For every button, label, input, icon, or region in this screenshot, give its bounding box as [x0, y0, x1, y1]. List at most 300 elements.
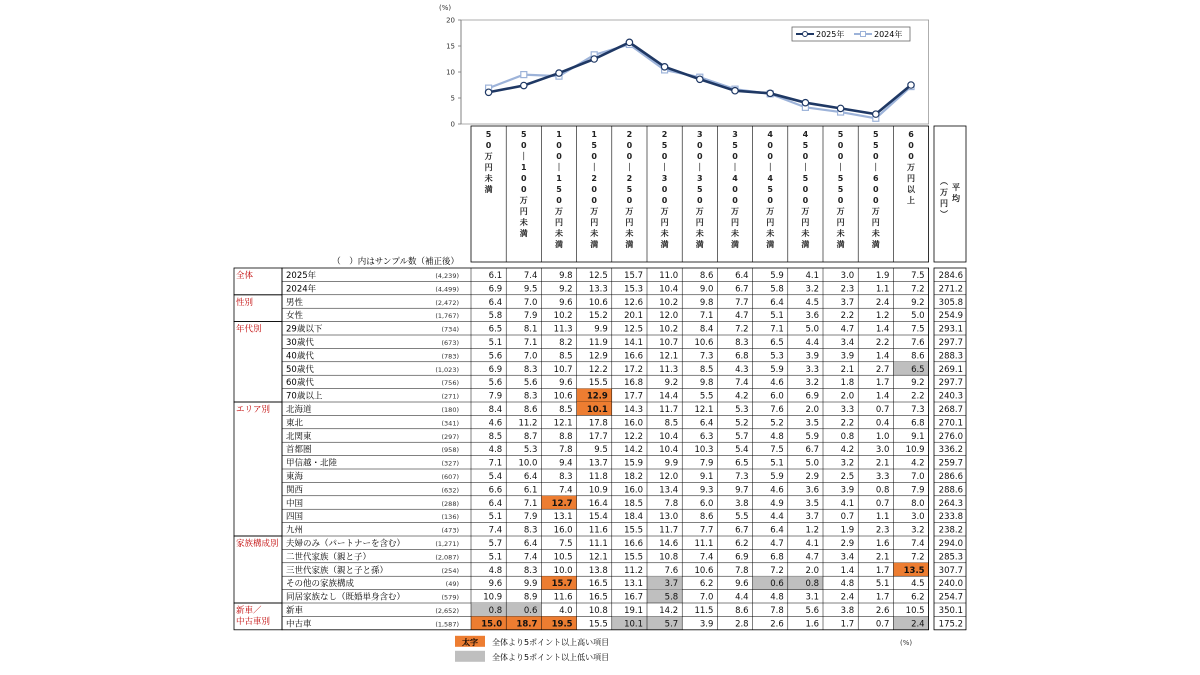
table-cell: 2.0	[805, 405, 819, 415]
table-cell: 7.1	[699, 311, 714, 322]
group-label: 性別	[236, 297, 254, 308]
table-cell: 4.8	[770, 592, 784, 603]
table-cell: 1.7	[875, 592, 890, 603]
header-char: 万	[555, 207, 563, 216]
table-cell: 5.9	[770, 364, 784, 375]
table-cell: 9.2	[911, 297, 925, 308]
table-cell: 18.5	[624, 498, 643, 509]
table-cell: 9.2	[559, 284, 573, 295]
table-cell: 16.0	[624, 485, 643, 496]
header-char: 万	[625, 207, 634, 216]
header-char: 円	[555, 218, 563, 227]
table-cell: 13.1	[624, 579, 643, 590]
table-cell: 3.8	[735, 498, 749, 509]
header-char: 未	[836, 229, 845, 238]
header-char: 5	[485, 130, 492, 139]
table-cell: 10.9	[588, 485, 608, 496]
row-sample-size: (756)	[441, 379, 459, 388]
table-cell: 5.6	[523, 378, 538, 389]
row-label: 東北	[286, 418, 304, 429]
table-cell: 16.0	[553, 525, 573, 536]
table-cell: 6.4	[488, 297, 503, 308]
table-cell: 5.0	[911, 311, 925, 322]
table-cell: 5.1	[875, 579, 890, 590]
low-note: 全体より5ポイント以上低い項目	[492, 652, 610, 662]
table-cell: 7.1	[770, 324, 784, 335]
header-char: 5	[837, 174, 844, 183]
header-char: 円	[801, 218, 810, 227]
avg-cell: 269.1	[938, 364, 963, 375]
header-char: 4	[767, 130, 773, 139]
header-char: 円	[695, 218, 704, 227]
header-char: 0	[767, 141, 773, 150]
table-cell: 2.4	[840, 592, 855, 603]
header-char: 円	[625, 218, 634, 227]
table-cell: 8.6	[735, 606, 749, 616]
table-cell: 18.2	[624, 472, 643, 482]
category-headers	[471, 126, 966, 262]
table-cell: 10.3	[694, 445, 714, 456]
table-cell: 5.1	[488, 512, 503, 523]
table-cell: 11.3	[659, 364, 679, 375]
table-cell: 7.8	[664, 498, 679, 509]
table-cell: 8.3	[559, 472, 573, 482]
header-char: ｜	[766, 163, 775, 172]
header-char: 5	[873, 130, 879, 139]
table-cell: 8.2	[559, 338, 573, 348]
table-cell: 9.1	[911, 431, 925, 442]
avg-header-char: ︶	[940, 210, 948, 219]
row-label: 29歳以下	[286, 324, 323, 335]
row-sample-size: (2,087)	[435, 553, 459, 562]
table-cell: 9.8	[559, 271, 573, 281]
table-cell: 6.2	[911, 592, 925, 603]
table-cell: 10.1	[624, 619, 643, 630]
table-cell: 15.9	[624, 458, 643, 469]
header-char: 5	[626, 185, 633, 194]
row-sample-size: (783)	[441, 352, 459, 361]
header-char: ｜	[590, 163, 599, 172]
table-cell: 5.3	[770, 351, 784, 362]
avg-cell: 297.7	[938, 378, 963, 389]
table-cell: 8.3	[523, 525, 538, 536]
table-cell: 13.8	[588, 565, 608, 576]
table-cell: 16.5	[588, 592, 608, 603]
row-sample-size: (1,271)	[435, 540, 459, 548]
table-cell: 1.6	[875, 539, 890, 549]
table-cell: 6.5	[488, 324, 503, 335]
header-char: 円	[907, 174, 915, 183]
table-cell: 10.4	[659, 431, 679, 442]
table-cell: 9.2	[664, 378, 679, 389]
header-char: ｜	[836, 163, 845, 172]
table-cell: 4.4	[735, 592, 749, 603]
row-label: 二世代家族（親と子）	[286, 552, 372, 563]
table-cell: 20.1	[624, 311, 643, 322]
header-char: ｜	[625, 163, 634, 172]
header-char: ｜	[695, 163, 704, 172]
header-char: 5	[732, 141, 738, 150]
header-char: 満	[484, 185, 493, 194]
row-sample-size: (2,652)	[435, 607, 459, 615]
table-cell: 2.1	[875, 552, 890, 563]
table-cell: 4.9	[770, 498, 784, 509]
table-cell: 16.0	[624, 418, 643, 429]
table-cell: 8.3	[735, 338, 749, 348]
avg-cell: 276.0	[938, 431, 963, 442]
header-char: 円	[484, 163, 493, 172]
group-label: 全体	[236, 271, 254, 281]
table-cell: 1.9	[875, 271, 890, 281]
table-cell: 0.6	[770, 579, 784, 590]
header-char: 5	[837, 185, 844, 194]
row-sample-size: (607)	[441, 473, 459, 481]
header-char: 未	[871, 229, 880, 238]
table-cell: 6.3	[699, 431, 714, 442]
table-cell: 18.4	[624, 512, 643, 523]
avg-header-char: 円	[940, 199, 948, 208]
table-cell: 0.8	[875, 485, 890, 496]
table-cell: 1.4	[875, 324, 890, 335]
table-cell: 8.6	[911, 351, 925, 362]
table-cell: 4.0	[559, 606, 573, 616]
header-char: 円	[836, 218, 845, 227]
point-2025	[661, 64, 667, 70]
row-sample-size: (734)	[441, 325, 459, 334]
legend-label: 2024年	[874, 30, 903, 39]
table-cell: 4.7	[840, 324, 855, 335]
header-char: 0	[661, 196, 668, 205]
row-label: 2024年	[286, 284, 317, 295]
header-char: 未	[519, 218, 528, 227]
row-sample-size: (1,767)	[435, 312, 459, 321]
table-cell: 8.5	[559, 351, 573, 362]
header-char: 満	[555, 240, 563, 249]
table-cell: 6.1	[523, 485, 538, 496]
table-cell: 2.4	[911, 619, 925, 630]
row-label: 女性	[286, 311, 304, 322]
header-char: 万	[590, 207, 599, 216]
table-cell: 9.7	[735, 485, 749, 496]
table-cell: 4.7	[770, 539, 784, 549]
table-cell: 5.1	[770, 311, 784, 322]
row-sample-size: (254)	[441, 566, 459, 575]
table-cell: 5.4	[488, 472, 503, 482]
table-cell: 7.2	[911, 552, 925, 563]
legend-marker	[803, 32, 808, 37]
avg-cell: 307.7	[938, 565, 963, 576]
table-cell: 4.5	[911, 579, 925, 590]
table-cell: 7.5	[770, 445, 784, 456]
table-cell: 16.5	[588, 579, 608, 590]
header-char: 未	[801, 229, 810, 238]
table-cell: 12.0	[659, 311, 679, 322]
header-char: 0	[873, 185, 879, 194]
table-cell: 17.2	[624, 364, 643, 375]
table-cell: 5.1	[770, 458, 784, 469]
table-cell: 5.5	[699, 391, 714, 402]
table-cell: 2.1	[875, 458, 890, 469]
table-cell: 18.7	[516, 619, 538, 630]
header-char: 2	[661, 130, 668, 139]
table-cell: 14.1	[624, 338, 643, 348]
header-char: 5	[802, 141, 809, 150]
table-cell: 13.1	[553, 512, 573, 523]
table-cell: 3.2	[840, 458, 855, 469]
table-cell: 7.4	[735, 378, 749, 389]
header-char: 0	[661, 152, 668, 161]
table-cell: 12.9	[588, 351, 608, 362]
header-char: 1	[521, 163, 527, 172]
high-badge-text: 太字	[462, 637, 478, 647]
table-cell: 16.6	[624, 351, 643, 362]
table-cell: 14.4	[659, 391, 679, 402]
table-cell: 12.0	[659, 472, 679, 482]
header-char: 円	[590, 218, 599, 227]
table-cell: 3.8	[840, 606, 855, 616]
table-cell: 10.2	[553, 311, 573, 322]
header-char: 5	[521, 130, 527, 139]
table-cell: 3.2	[911, 525, 925, 536]
table-cell: 3.4	[840, 338, 855, 348]
table-cell: 10.0	[518, 458, 538, 469]
avg-cell: 175.2	[938, 619, 963, 630]
table-cell: 1.2	[805, 525, 819, 536]
table-cell: 7.3	[911, 405, 925, 415]
table-cell: 12.6	[624, 297, 643, 308]
group-label: エリア別	[236, 405, 271, 415]
table-cell: 7.6	[664, 565, 679, 576]
row-label: 首都圏	[286, 445, 312, 456]
group-label: 年代別	[236, 324, 262, 335]
header-char: 0	[556, 152, 562, 161]
table-cell: 3.7	[840, 297, 855, 308]
header-char: 0	[521, 185, 527, 194]
header-char: 5	[591, 141, 597, 150]
row-label: 2025年	[286, 271, 317, 281]
table-cell: 5.8	[770, 284, 784, 295]
table-cell: 14.6	[659, 539, 679, 549]
point-2025	[908, 82, 914, 88]
header-char: 0	[732, 196, 738, 205]
table-cell: 6.9	[488, 364, 503, 375]
table-cell: 8.5	[699, 364, 714, 375]
header-char: 3	[661, 174, 668, 183]
header-char: 1	[556, 174, 562, 183]
table-cell: 1.7	[840, 619, 855, 630]
table-cell: 4.8	[488, 445, 503, 456]
table-cell: 3.5	[805, 498, 819, 509]
avg-cell: 271.2	[938, 284, 963, 295]
row-label: その他の家族構成	[286, 579, 355, 590]
table-cell: 3.6	[805, 485, 819, 496]
header-char: 0	[908, 141, 914, 150]
avg-header-char: 平	[952, 183, 960, 192]
table-cell: 7.0	[523, 351, 538, 362]
table-cell: 0.7	[875, 498, 890, 509]
table-cell: 7.2	[735, 324, 749, 335]
sample-note: （ ）内はサンプル数（補正後）	[332, 257, 459, 267]
table-cell: 5.6	[488, 351, 503, 362]
table-cell: 4.8	[488, 565, 503, 576]
table-cell: 15.5	[624, 525, 643, 536]
table-cell: 9.9	[664, 458, 679, 469]
table-cell: 5.1	[488, 338, 503, 348]
table-cell: 10.6	[694, 565, 714, 576]
table-cell: 6.4	[488, 498, 503, 509]
row-label: 北海道	[286, 405, 312, 415]
avg-cell: 233.8	[938, 512, 963, 523]
table-cell: 5.5	[735, 512, 749, 523]
table-cell: 3.3	[805, 364, 819, 375]
table-cell: 5.7	[488, 539, 503, 549]
point-2024	[521, 72, 527, 78]
group-label: 中古車別	[236, 617, 271, 627]
row-label: 70歳以上	[286, 391, 323, 402]
header-char: 満	[519, 229, 528, 238]
table-cell: 6.7	[805, 445, 819, 456]
row-sample-size: (271)	[441, 392, 459, 401]
table-cell: 7.3	[735, 472, 749, 482]
table-cell: 2.3	[840, 284, 855, 295]
header-char: 0	[873, 152, 879, 161]
avg-cell: 336.2	[938, 445, 963, 456]
table-cell: 7.9	[911, 485, 925, 496]
table-cell: 9.6	[488, 579, 503, 590]
row-label: 50歳代	[286, 364, 314, 375]
row-sample-size: (4,499)	[435, 285, 459, 294]
table-cell: 15.0	[481, 619, 503, 630]
y-unit-label: (%)	[439, 4, 452, 12]
header-char: 満	[766, 240, 775, 249]
table-cell: 11.6	[553, 592, 573, 603]
table-cell: 5.8	[488, 311, 503, 322]
point-2025	[626, 39, 632, 45]
table-cell: 9.9	[594, 324, 608, 335]
table-cell: 11.5	[694, 606, 714, 616]
header-char: 5	[802, 174, 809, 183]
avg-header-char: 万	[940, 188, 948, 197]
table-cell: 6.4	[735, 271, 749, 281]
table-cell: 6.2	[699, 579, 714, 590]
table-cell: 9.5	[523, 284, 538, 295]
table-cell: 2.8	[735, 619, 749, 630]
table-cell: 4.7	[735, 311, 749, 322]
table-cell: 7.0	[523, 297, 538, 308]
table-cell: 1.1	[875, 284, 890, 295]
header-char: 3	[732, 130, 738, 139]
table-cell: 10.4	[659, 445, 679, 456]
table-cell: 6.0	[770, 391, 784, 402]
table-cell: 14.2	[659, 606, 679, 616]
header-char: 円	[871, 218, 880, 227]
y-tick-label: 10	[446, 68, 455, 77]
header-char: 5	[873, 141, 879, 150]
point-2025	[556, 70, 562, 76]
table-cell: 8.4	[699, 324, 714, 335]
avg-cell: 259.7	[938, 458, 963, 469]
row-label: 関西	[286, 485, 304, 496]
table-cell: 12.2	[588, 364, 608, 375]
header-char: 円	[519, 207, 528, 216]
table-cell: 5.3	[523, 445, 538, 456]
point-2025	[767, 90, 773, 96]
avg-cell: 240.0	[938, 579, 963, 590]
header-char: 満	[801, 240, 810, 249]
row-sample-size: (1,023)	[435, 365, 459, 374]
table-cell: 10.1	[586, 405, 608, 415]
table-cell: 3.7	[664, 579, 679, 590]
row-sample-size: (673)	[441, 339, 459, 347]
table-cell: 3.5	[805, 418, 819, 429]
header-char: 満	[625, 240, 634, 249]
table-cell: 7.4	[699, 552, 714, 563]
header-char: 6	[908, 130, 914, 139]
table-cell: 1.1	[875, 512, 890, 523]
table-cell: 9.6	[559, 378, 573, 389]
header-char: 満	[660, 240, 669, 249]
table-cell: 9.2	[911, 378, 925, 389]
header-char: 未	[590, 229, 599, 238]
table-cell: 16.6	[624, 539, 643, 549]
table-cell: 7.5	[559, 539, 573, 549]
table-cell: 7.1	[488, 458, 503, 469]
table-cell: 12.1	[659, 351, 679, 362]
table-cell: 4.8	[770, 431, 784, 442]
point-2025	[837, 105, 843, 111]
header-char: ｜	[519, 152, 528, 161]
header-char: 未	[695, 229, 704, 238]
table-cell: 6.4	[770, 525, 784, 536]
avg-cell: 270.1	[938, 418, 963, 429]
table-cell: 6.4	[523, 539, 538, 549]
row-sample-size: (958)	[441, 446, 459, 455]
row-label: 四国	[286, 512, 304, 523]
header-char: 0	[661, 185, 668, 194]
table-cell: 10.7	[553, 364, 573, 375]
table-cell: 8.1	[523, 324, 538, 335]
table-cell: 16.4	[588, 498, 608, 509]
table-cell: 7.9	[699, 458, 714, 469]
table-cell: 15.5	[624, 552, 643, 563]
header-char: 万	[871, 207, 880, 216]
table-cell: 5.4	[735, 445, 749, 456]
header-char: 万	[766, 207, 775, 216]
table-cell: 1.0	[875, 431, 890, 442]
footnote-legend	[455, 636, 912, 662]
table-cell: 0.8	[805, 579, 819, 590]
table-cell: 7.3	[699, 351, 714, 362]
table-cell: 11.7	[659, 525, 679, 536]
header-char: 満	[871, 240, 880, 249]
table-cell: 4.2	[840, 445, 855, 456]
header-char: 満	[836, 240, 845, 249]
table-cell: 5.1	[488, 552, 503, 563]
header-char: 0	[837, 196, 844, 205]
table-cell: 6.8	[735, 351, 749, 362]
table-cell: 2.2	[840, 311, 855, 322]
table-cell: 4.7	[805, 552, 819, 563]
header-char: 円	[660, 218, 669, 227]
table-cell: 17.7	[588, 431, 608, 442]
header-char: 0	[802, 185, 809, 194]
table-cell: 6.5	[911, 364, 925, 375]
table-cell: 3.9	[840, 485, 855, 496]
table-cell: 3.9	[699, 619, 714, 630]
table-cell: 4.6	[770, 485, 784, 496]
table-cell: 6.7	[735, 525, 749, 536]
table-cell: 7.7	[699, 525, 714, 536]
